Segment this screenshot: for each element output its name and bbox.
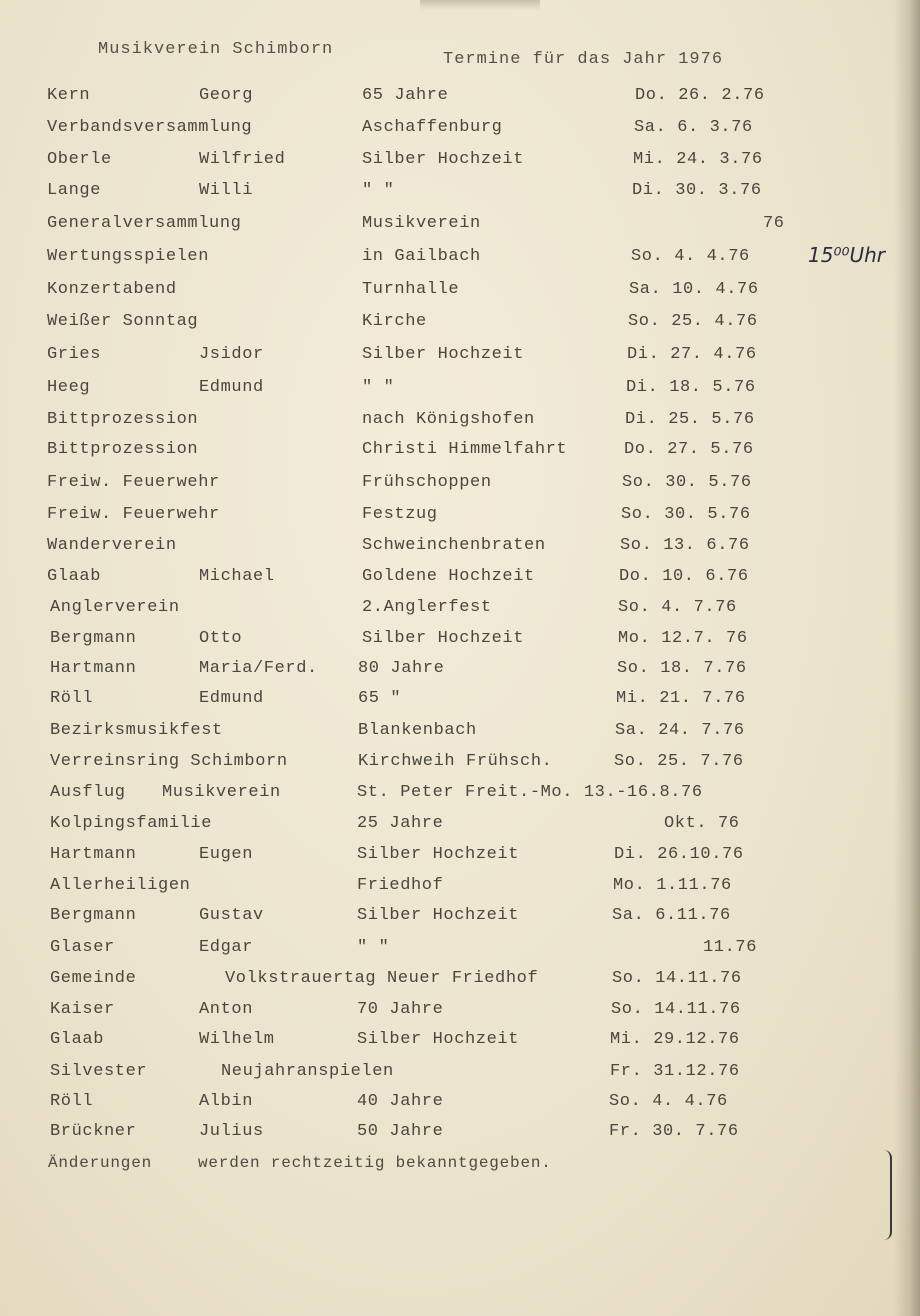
- entry-first-name: Gustav: [199, 906, 264, 925]
- entry-first-name: Anton: [199, 1000, 254, 1019]
- entry-date: Do. 27. 5.76: [624, 440, 754, 459]
- entry-event: Silber Hochzeit: [362, 345, 525, 364]
- entry-date: Do. 10. 6.76: [619, 567, 749, 586]
- entry-first-name: Maria/Ferd.: [199, 659, 318, 678]
- entry-event: St. Peter Freit.-Mo. 13.-16.8.76: [357, 783, 703, 802]
- entry-date: 76: [763, 214, 785, 233]
- entry-first-name: Georg: [199, 86, 254, 105]
- entry-event: Goldene Hochzeit: [362, 567, 535, 586]
- schedule-row: [0, 181, 900, 209]
- schedule-row: [0, 1062, 900, 1090]
- entry-name: Glaab: [47, 567, 102, 586]
- paper-tear: [420, 0, 540, 10]
- entry-first-name: Edmund: [199, 378, 264, 397]
- entry-event: 65 ": [358, 689, 402, 708]
- schedule-row: [0, 845, 900, 873]
- schedule-row: [0, 440, 900, 468]
- schedule-row: [0, 876, 900, 904]
- schedule-row: [0, 969, 900, 997]
- entry-first-name: Wilfried: [199, 150, 286, 169]
- footer-right: werden rechtzeitig bekanntgegeben.: [198, 1154, 552, 1172]
- entry-name: Konzertabend: [47, 280, 177, 299]
- document-title: Termine für das Jahr 1976: [443, 50, 724, 69]
- entry-name: Verreinsring Schimborn: [50, 752, 288, 771]
- entry-event: Blankenbach: [358, 721, 477, 740]
- entry-event: Aschaffenburg: [362, 118, 503, 137]
- paper-curl: [884, 1150, 892, 1240]
- schedule-row: [0, 118, 900, 146]
- entry-event: Kirche: [362, 312, 427, 331]
- entry-date: Di. 26.10.76: [614, 845, 744, 864]
- entry-event: Festzug: [362, 505, 438, 524]
- schedule-row: [0, 1122, 900, 1150]
- entry-event: Silber Hochzeit: [362, 629, 525, 648]
- entry-name: Allerheiligen: [50, 876, 191, 895]
- entry-event: Kirchweih Frühsch.: [358, 752, 553, 771]
- entry-first-name: Jsidor: [199, 345, 264, 364]
- entry-date: Fr. 30. 7.76: [609, 1122, 739, 1141]
- document-header: [0, 40, 920, 72]
- entry-event: Silber Hochzeit: [362, 150, 525, 169]
- entry-date: So. 14.11.76: [612, 969, 742, 988]
- organization-name: Musikverein Schimborn: [98, 40, 334, 59]
- entry-date: Di. 25. 5.76: [625, 410, 755, 429]
- entry-name: Gries: [47, 345, 102, 364]
- entry-name: Kaiser: [50, 1000, 115, 1019]
- entry-name: Röll: [50, 689, 94, 708]
- schedule-row: [0, 243, 900, 275]
- schedule-row: [0, 567, 900, 595]
- schedule-row: [0, 345, 900, 373]
- schedule-row: [0, 473, 900, 501]
- schedule-row: [0, 906, 900, 934]
- entry-date: Do. 26. 2.76: [635, 86, 765, 105]
- schedule-row: [0, 689, 900, 717]
- entry-date: So. 18. 7.76: [617, 659, 747, 678]
- schedule-row: [0, 536, 900, 564]
- entry-date: So. 4. 4.76: [609, 1092, 728, 1111]
- entry-name: Ausflug: [50, 783, 126, 802]
- entry-event: 70 Jahre: [357, 1000, 444, 1019]
- entry-date: 11.76: [703, 938, 758, 957]
- entry-event: " ": [362, 378, 395, 397]
- entry-name: Brückner: [50, 1122, 137, 1141]
- entry-name: Glaser: [50, 938, 115, 957]
- schedule-row: [0, 280, 900, 308]
- entry-name: Kern: [47, 86, 91, 105]
- entry-name: Bergmann: [50, 906, 137, 925]
- entry-name: Anglerverein: [50, 598, 180, 617]
- entry-event: Volkstrauertag Neuer Friedhof: [225, 969, 539, 988]
- entry-name: Generalversammlung: [47, 214, 242, 233]
- handwritten-time-note: 15⁰⁰Uhr: [808, 243, 886, 267]
- entry-date: So. 4. 7.76: [618, 598, 737, 617]
- entry-date: Mi. 21. 7.76: [616, 689, 746, 708]
- entry-date: So. 25. 7.76: [614, 752, 744, 771]
- entry-date: Mo. 1.11.76: [613, 876, 732, 895]
- entry-event: Neujahranspielen: [221, 1062, 394, 1081]
- entry-date: So. 14.11.76: [611, 1000, 741, 1019]
- schedule-row: [0, 410, 900, 438]
- entry-date: Sa. 24. 7.76: [615, 721, 745, 740]
- entry-first-name: Edmund: [199, 689, 264, 708]
- entry-first-name: Otto: [199, 629, 243, 648]
- schedule-row: [0, 814, 900, 842]
- schedule-row: [0, 1000, 900, 1028]
- entry-first-name: Julius: [199, 1122, 264, 1141]
- schedule-row: [0, 505, 900, 533]
- schedule-row: [0, 721, 900, 749]
- entry-name: Wanderverein: [47, 536, 177, 555]
- entry-event: Christi Himmelfahrt: [362, 440, 568, 459]
- schedule-row: [0, 150, 900, 178]
- entry-date: So. 30. 5.76: [621, 505, 751, 524]
- schedule-row: [0, 86, 900, 114]
- entry-event: Musikverein: [362, 214, 481, 233]
- entry-name: Kolpingsfamilie: [50, 814, 213, 833]
- schedule-row: [0, 1030, 900, 1058]
- entry-name: Bittprozession: [47, 410, 199, 429]
- schedule-row: [0, 378, 900, 406]
- entry-name: Glaab: [50, 1030, 105, 1049]
- entry-date: Di. 27. 4.76: [627, 345, 757, 364]
- entry-event: 40 Jahre: [357, 1092, 444, 1111]
- entry-name: Gemeinde: [50, 969, 137, 988]
- entry-name: Bergmann: [50, 629, 137, 648]
- entry-date: So. 4. 4.76: [631, 247, 750, 266]
- entry-event: in Gailbach: [362, 247, 481, 266]
- entry-first-name: Musikverein: [162, 783, 281, 802]
- entry-name: Silvester: [50, 1062, 148, 1081]
- entry-event: Turnhalle: [362, 280, 460, 299]
- entry-date: Sa. 10. 4.76: [629, 280, 759, 299]
- entry-date: Mi. 24. 3.76: [633, 150, 763, 169]
- entry-event: 50 Jahre: [357, 1122, 444, 1141]
- entry-date: So. 25. 4.76: [628, 312, 758, 331]
- schedule-row: [0, 659, 900, 687]
- entry-name: Freiw. Feuerwehr: [47, 473, 220, 492]
- entry-event: Silber Hochzeit: [357, 906, 520, 925]
- entry-name: Heeg: [47, 378, 91, 397]
- entry-date: Mo. 12.7. 76: [618, 629, 748, 648]
- entry-name: Oberle: [47, 150, 112, 169]
- entry-first-name: Michael: [199, 567, 275, 586]
- entry-name: Weißer Sonntag: [47, 312, 199, 331]
- entry-date: So. 13. 6.76: [620, 536, 750, 555]
- schedule-row: [0, 598, 900, 626]
- entry-event: 80 Jahre: [358, 659, 445, 678]
- entry-name: Freiw. Feuerwehr: [47, 505, 220, 524]
- entry-name: Bittprozession: [47, 440, 199, 459]
- entry-event: Schweinchenbraten: [362, 536, 546, 555]
- footer-left: Änderungen: [48, 1154, 153, 1172]
- entry-name: Hartmann: [50, 659, 137, 678]
- entry-date: Okt. 76: [664, 814, 740, 833]
- entry-first-name: Willi: [199, 181, 254, 200]
- entry-name: Lange: [47, 181, 102, 200]
- entry-date: So. 30. 5.76: [622, 473, 752, 492]
- entry-event: Silber Hochzeit: [357, 1030, 520, 1049]
- schedule-row: [0, 752, 900, 780]
- entry-event: Friedhof: [357, 876, 444, 895]
- schedule-row: [0, 214, 900, 242]
- entry-event: 25 Jahre: [357, 814, 444, 833]
- entry-date: Mi. 29.12.76: [610, 1030, 740, 1049]
- entry-first-name: Edgar: [199, 938, 254, 957]
- entry-date: Sa. 6.11.76: [612, 906, 731, 925]
- schedule-row: [0, 1092, 900, 1120]
- schedule-row: [0, 783, 900, 811]
- schedule-row: [0, 312, 900, 340]
- entry-date: Di. 18. 5.76: [626, 378, 756, 397]
- entry-event: " ": [357, 938, 390, 957]
- entry-first-name: Wilhelm: [199, 1030, 275, 1049]
- entry-name: Verbandsversammlung: [47, 118, 253, 137]
- entry-date: Fr. 31.12.76: [610, 1062, 740, 1081]
- schedule-row: [0, 938, 900, 966]
- entry-event: Frühschoppen: [362, 473, 492, 492]
- entry-date: Di. 30. 3.76: [632, 181, 762, 200]
- entry-first-name: Eugen: [199, 845, 254, 864]
- entry-date: Sa. 6. 3.76: [634, 118, 753, 137]
- entry-name: Röll: [50, 1092, 94, 1111]
- entry-event: Silber Hochzeit: [357, 845, 520, 864]
- entry-event: " ": [362, 181, 395, 200]
- entry-name: Bezirksmusikfest: [50, 721, 223, 740]
- entry-event: 2.Anglerfest: [362, 598, 492, 617]
- entry-event: 65 Jahre: [362, 86, 449, 105]
- entry-name: Wertungsspielen: [47, 247, 210, 266]
- entry-name: Hartmann: [50, 845, 137, 864]
- entry-event: nach Königshofen: [362, 410, 535, 429]
- schedule-row: [0, 629, 900, 657]
- entry-first-name: Albin: [199, 1092, 254, 1111]
